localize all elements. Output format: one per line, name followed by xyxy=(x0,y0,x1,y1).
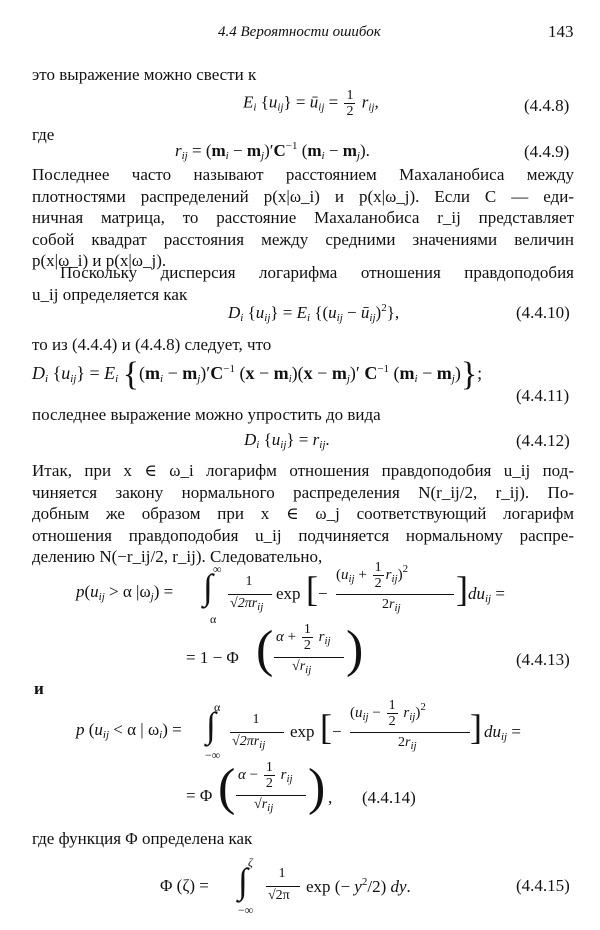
integral-sign: ∫ xyxy=(203,567,213,607)
text-line: плотностями распределений p(x|ω_i) и p(x|ω_j). Если C — еди- xyxy=(32,186,574,206)
text-line: делению N(−r_ij/2, r_ij). Следовательно, xyxy=(32,547,323,566)
equation-number: (4.4.15) xyxy=(516,876,570,895)
text-line-intro: это выражение можно свести к xyxy=(32,65,257,84)
equation-number: (4.4.10) xyxy=(516,303,570,322)
page-number: 143 xyxy=(548,22,574,41)
equation-number: (4.4.12) xyxy=(516,431,570,450)
equation-4-4-10: $D_i$ $\{u_{ij}\} = E_i$ {($u_{ij}$ − $ū_{ij})^2$}, xyxy=(228,302,400,324)
running-header-title: 4.4 Вероятности ошибок xyxy=(218,24,381,40)
text-line: собой квадрат расстояния между средними значениями величин xyxy=(32,229,574,249)
integral-sign: ∫ xyxy=(206,705,216,745)
text-line: чиняется закону нормального распределения N(r_ij/2, r_ij). По- xyxy=(32,482,574,502)
text-line: отношения правдоподобия u_ij подчиняется нормальному распре- xyxy=(32,525,574,545)
equation-number: (4.4.14) xyxy=(362,788,416,807)
equation-4-4-9: $r_{ij} = (m_i - m_j)'C^{-1}$ $(m_i - m_j)$. xyxy=(175,140,370,162)
text-line-phi-definition: где функция Φ определена как xyxy=(32,829,253,848)
equation-number: (4.4.9) xyxy=(524,142,570,161)
text-line: Итак, при x ∈ ω_i логарифм отношения правдоподобия u_ij под- xyxy=(32,461,574,480)
paragraph-mahalanobis xyxy=(32,164,574,272)
text-line: Поскольку дисперсия логарифма отношения правдоподобия xyxy=(60,263,574,282)
paragraph-variance xyxy=(32,262,574,305)
equation-4-4-12: $D_i$ $\{u_{ij}\} = r_{ij}$. xyxy=(244,430,330,451)
text-line: добным же образом при x ∈ ω_j соответствующий логарифм xyxy=(32,504,574,523)
text-line-and: и xyxy=(34,679,44,698)
equation-number: (4.4.11) xyxy=(516,386,570,405)
text-line-follows: то из (4.4.4) и (4.4.8) следует, что xyxy=(32,335,272,354)
equation-4-4-8: $E_i$ $\{u_{ij}\}$ = $ū_{ij}$ = $\frac{1}{2}$ $r_{ij}$, xyxy=(243,88,379,119)
book-page: 4.4 Вероятности ошибок 143 это выражение можно свести к $E_i$ $\{u_{ij}\}$ = $ū_{ij}$ = $\frac{1}{2}$ $r_{ij}$, (4.4.8) где $r_{ij} = (m_i - m_j)'C^{-1}$ $(m_i - m_j)$. (4.4.9) Последнее часто называют расстоянием Махаланобиса между плотностями распределений p(x|ω_i) и p(x|ω_j). Если C — еди- ничная матрица, то расстояние Махаланобиса r_ij представляет собой квадрат расстояния между средними значениями величин p(x|ω_i) и p(x|ω_j). Поскольку дисперсия логарифма отношения правдоподобия u_ij определяется как $D_i$ $\{u_{ij}\} = E_i$ {($u_{ij}$ − $ū_{ij})^2$}, (4.4.10) то из (4.4.4) и (4.4.8) следует, что $D_i$ $\{u_{ij}\} = E_i$ {$(m_i - m_j)'C^{-1}$ $(x - m_i)(x - m_j)'$ $C^{-1}$ $(m_i - m_j)$}; (4.4.11) последнее выражение можно упростить до вида $D_i$ $\{u_{ij}\} = r_{ij}$. (4.4.12) Итак, при x ∈ ω_i логарифм отношения правдоподобия u_ij под- чиняется закону нормального распределения N(r_ij/2, r_ij). По- добным же образом при x ∈ ω_j соответствующий логарифм отношения правдоподобия u_ij подчиняется нормальному распре- делению N(−r_ij/2, r_ij). Следовательно, $p(u_{ij} > \alpha$ $|\omega_j$) = ∫ ∞ α 1 $√2\pi r_{ij}$ exp [ − ($u_{ij}$ + $\frac{1}{2}$ $r_{ij})^2$ $2r_{ij}$ ] $du_{ij}$ = = 1 − Φ ( α + $\frac{1}{2}$ $r_{ij}$ $√r_{ij}$ ) (4.4.13) и p ($u_{ij} < \alpha$ | $\omega_i$) = ∫ α −∞ 1 $√2\pi r_{ij}$ exp [ − ($u_{ij}$ − $\frac{1}{2}$ $r_{ij})^2$ $2r_{ij}$ ] $du_{ij}$ = = Φ ( α − $\frac{1}{2}$ $r_{ij}$ $√r_{ij}$ ) , (4.4.14) где функция Φ определена как Φ (ζ) = ∫ ζ −∞ 1 √2π exp (− $y^2/2$) dy. (4.4.15) xyxy=(32,22,574,917)
text-line: p(x|ω_i) и p(x|ω_j). xyxy=(32,251,167,270)
text-line: Последнее часто называют расстоянием Махаланобиса между xyxy=(32,165,574,184)
text-line: u_ij определяется как xyxy=(32,284,188,304)
equation-number: (4.4.13) xyxy=(516,650,570,669)
text-line: ничная матрица, то расстояние Махаланобиса r_ij представляет xyxy=(32,208,574,227)
equation-number: (4.4.8) xyxy=(524,96,570,115)
text-line-simplify: последнее выражение можно упростить до вида xyxy=(32,405,381,424)
paragraph-normal-distribution xyxy=(32,460,574,568)
text-line-where: где xyxy=(32,125,55,144)
integral-sign: ∫ xyxy=(238,861,248,901)
equation-4-4-11: $D_i$ $\{u_{ij}\} = E_i$ {$(m_i - m_j)'C^{-1}$ $(x - m_i)(x - m_j)'$ $C^{-1}$ $(m_i - m_j)$}; xyxy=(32,356,483,393)
